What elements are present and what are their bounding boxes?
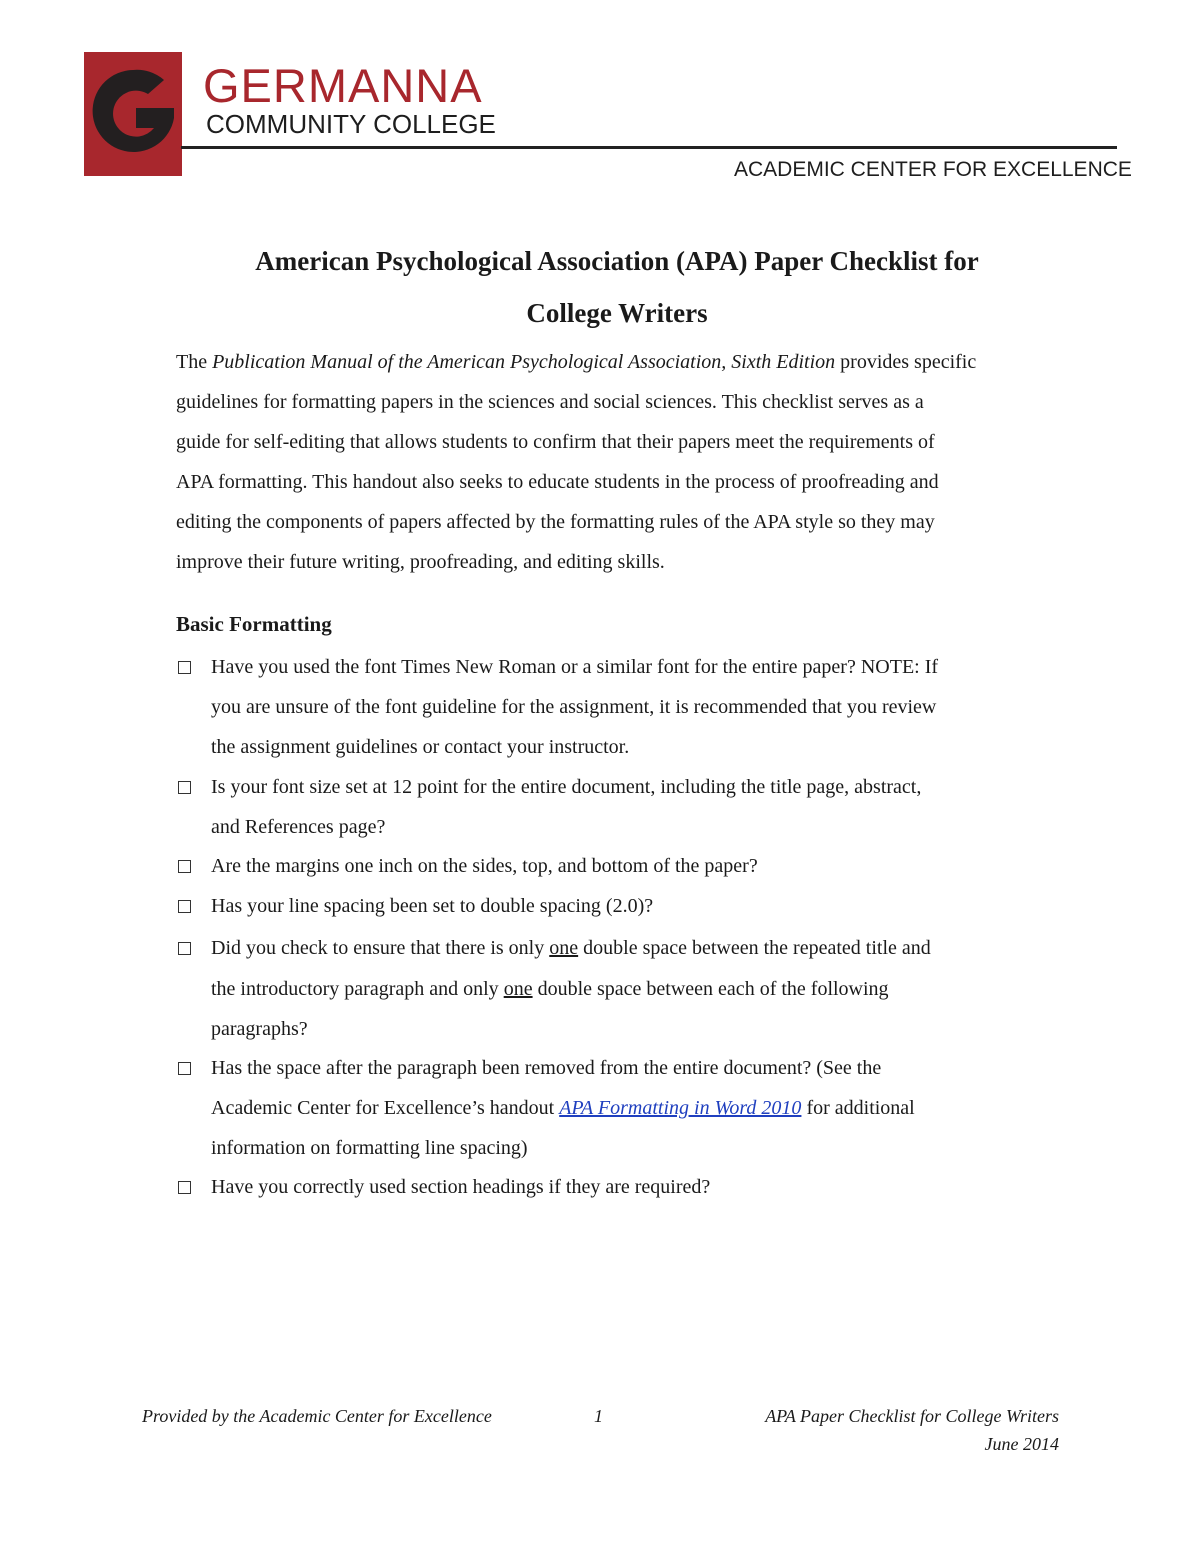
- intro-line-6: improve their future writing, proofreading, and editing skills.: [176, 551, 665, 573]
- item-text: double space between each of the following: [532, 978, 889, 1000]
- document-title-line-2: College Writers: [526, 298, 708, 328]
- item-text: Did you check to ensure that there is only: [211, 937, 550, 959]
- intro-text: provides specific: [835, 351, 977, 373]
- header-divider: [181, 146, 1117, 149]
- checkbox-icon[interactable]: [178, 781, 191, 794]
- college-logo-mark: [84, 52, 182, 176]
- checkbox-icon[interactable]: [178, 942, 191, 955]
- handout-link[interactable]: APA Formatting in Word 2010: [559, 1097, 802, 1119]
- document-title-line-1: American Psychological Association (APA) Paper Checklist for: [255, 246, 979, 276]
- footer-date: June 2014: [984, 1434, 1059, 1454]
- checklist-item-4-line-1: Has your line spacing been set to double spacing (2.0)?: [211, 895, 654, 917]
- footer-provider: Provided by the Academic Center for Excellence: [142, 1406, 492, 1426]
- checklist-item-5-line-3: paragraphs?: [211, 1018, 308, 1040]
- checkbox-icon[interactable]: [178, 661, 191, 674]
- intro-line-2: guidelines for formatting papers in the sciences and social sciences. This checklist serves as a: [176, 391, 924, 413]
- intro-line-4: APA formatting. This handout also seeks to educate students in the process of proofreading and: [176, 471, 939, 493]
- intro-text: The: [176, 351, 213, 373]
- checklist-item-7-line-1: Have you correctly used section headings if they are required?: [211, 1176, 711, 1198]
- intro-line-5: editing the components of papers affected by the formatting rules of the APA style so they may: [176, 511, 935, 533]
- checkbox-icon[interactable]: [178, 860, 191, 873]
- checklist-item-6-line-3: information on formatting line spacing): [211, 1137, 528, 1159]
- checklist-item-1-line-1: Have you used the font Times New Roman or a similar font for the entire paper? NOTE: If: [211, 656, 939, 678]
- footer-page-number: 1: [594, 1406, 603, 1426]
- college-name: GERMANNA: [203, 59, 483, 112]
- checklist-item-2-line-2: and References page?: [211, 816, 386, 838]
- footer-document-name: APA Paper Checklist for College Writers: [765, 1406, 1059, 1426]
- emphasis-underlined: one: [549, 937, 579, 959]
- checklist-item-5-line-1: [211, 938, 931, 958]
- center-name: ACADEMIC CENTER FOR EXCELLENCE: [734, 158, 1132, 181]
- item-text: the introductory paragraph and only: [211, 978, 504, 1000]
- item-text: for additional: [801, 1097, 915, 1119]
- checkbox-icon[interactable]: [178, 1062, 191, 1075]
- manual-title: Publication Manual of the American Psychological Association, Sixth Edition: [212, 351, 836, 373]
- checklist-item-6-line-1: Has the space after the paragraph been removed from the entire document? (See the: [211, 1057, 882, 1079]
- checkbox-icon[interactable]: [178, 1181, 191, 1194]
- checklist-item-5-line-2: [211, 979, 889, 999]
- intro-line-3: guide for self-editing that allows students to confirm that their papers meet the requirements of: [176, 431, 935, 453]
- checklist-item-3-line-1: Are the margins one inch on the sides, top, and bottom of the paper?: [211, 855, 758, 877]
- checklist-item-1-line-3: the assignment guidelines or contact your instructor.: [211, 736, 630, 758]
- emphasis-underlined: one: [503, 978, 533, 1000]
- intro-line-1: [176, 352, 976, 372]
- section-heading: Basic Formatting: [176, 612, 332, 636]
- college-subtitle: COMMUNITY COLLEGE: [206, 109, 496, 139]
- checklist-item-6-line-2: [211, 1098, 915, 1118]
- checklist-item-1-line-2: you are unsure of the font guideline for the assignment, it is recommended that you review: [211, 696, 937, 718]
- checklist-item-2-line-1: Is your font size set at 12 point for the entire document, including the title page, abstract,: [211, 776, 922, 798]
- item-text: Academic Center for Excellence’s handout: [211, 1097, 560, 1119]
- item-text: double space between the repeated title and: [578, 937, 931, 959]
- checkbox-icon[interactable]: [178, 900, 191, 913]
